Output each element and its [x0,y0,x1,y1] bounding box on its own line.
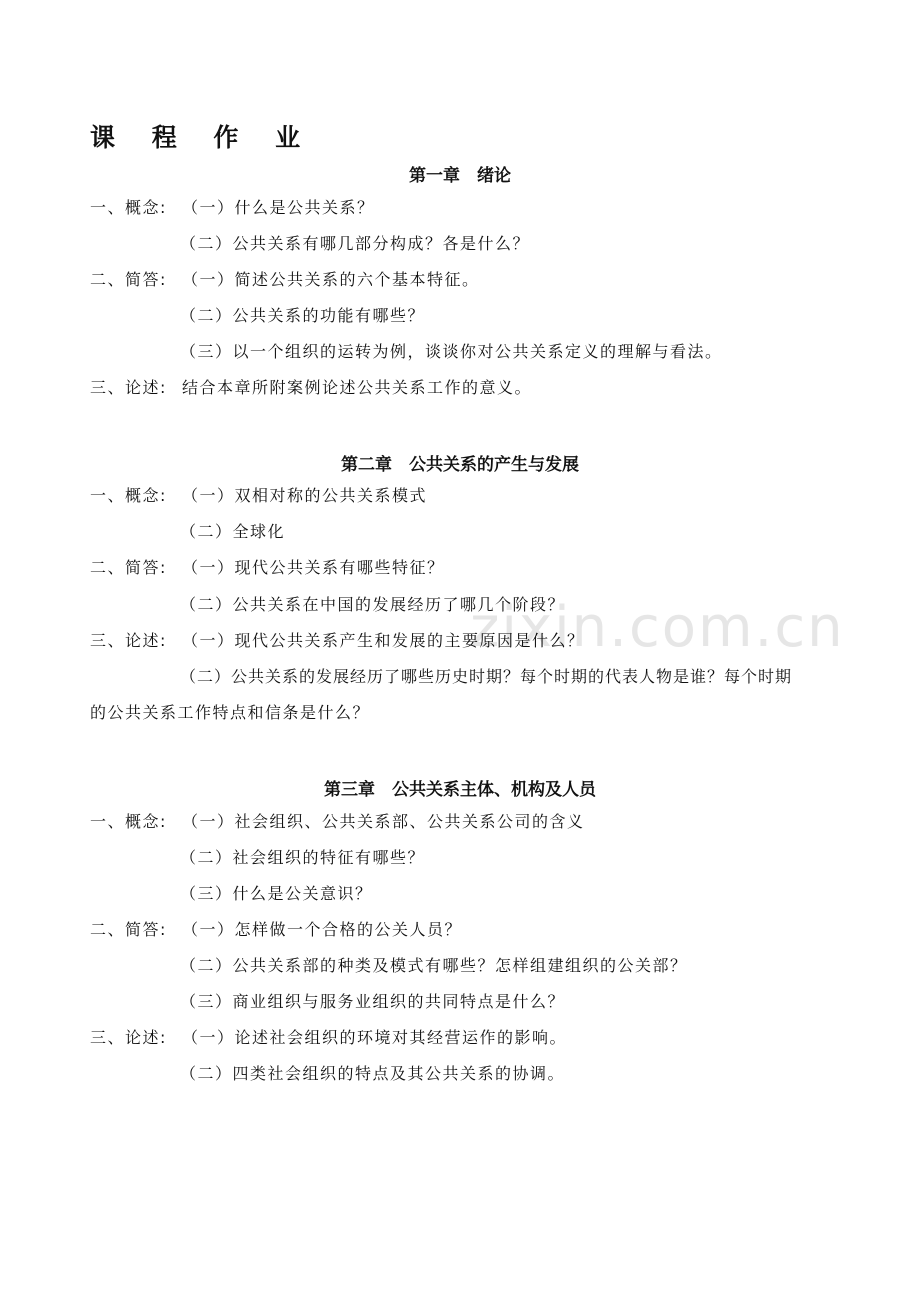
ch2-essay-2: （二）公共关系的发展经历了哪些历史时期？每个时期的代表人物是谁？每个时期 [180,667,793,686]
watermark: zixin.com.cn [470,595,845,660]
ch2-short-2: （二）公共关系在中国的发展经历了哪几个阶段？ [180,595,566,614]
ch1-short-lead: 二、简答: [90,270,167,289]
ch1-concept-2: （二）公共关系有哪几部分构成？各是什么？ [180,234,531,253]
ch3-essay-1: （一）论述社会组织的环境对其经营运作的影响。 [182,1028,568,1047]
ch2-concept-line-1 [90,485,427,507]
ch2-short-line-1 [90,557,445,579]
document-title: 课 程 作 业 [90,123,315,152]
ch3-concept-2: （二）社会组织的特征有哪些？ [180,848,426,867]
ch1-short-1: （一）简述公共关系的六个基本特征。 [182,270,480,289]
ch2-essay-line-1 [90,630,585,652]
ch3-short-3: （三）商业组织与服务业组织的共同特点是什么？ [180,992,566,1011]
chapter-3-title: 第三章 公共关系主体、机构及人员 [324,780,596,800]
ch1-short-3: （三）以一个组织的运转为例，谈谈你对公共关系定义的理解与看法。 [180,342,723,361]
ch1-short-line-1 [90,269,480,291]
ch3-essay-line-1 [90,1027,567,1049]
ch2-short-lead: 二、简答: [90,558,167,577]
chapter-2-title: 第二章 公共关系的产生与发展 [341,455,579,475]
ch1-concept-lead: 一、概念: [90,198,167,217]
ch2-short-1: （一）现代公共关系有哪些特征？ [182,558,445,577]
ch3-concept-1: （一）社会组织、公共关系部、公共关系公司的含义 [182,812,585,831]
ch1-essay-lead: 三、论述: [90,378,167,397]
ch2-concept-1: （一）双相对称的公共关系模式 [182,486,428,505]
ch3-short-lead: 二、简答: [90,920,167,939]
ch1-short-2: （二）公共关系的功能有哪些？ [180,306,426,325]
ch1-essay-line-1 [90,377,532,399]
ch2-concept-lead: 一、概念: [90,486,167,505]
ch3-concept-line-1 [90,811,585,833]
ch3-concept-lead: 一、概念: [90,812,167,831]
chapter-1-title: 第一章 绪论 [409,166,511,186]
ch2-essay-2-cont: 的公共关系工作特点和信条是什么？ [90,703,371,722]
ch1-concept-line-1 [90,197,375,219]
ch2-essay-lead: 三、论述: [90,631,167,650]
ch3-short-2: （二）公共关系部的种类及模式有哪些？怎样组建组织的公关部？ [180,956,688,975]
ch2-concept-2: （二）全球化 [180,522,286,541]
ch3-essay-lead: 三、论述: [90,1028,167,1047]
ch3-short-line-1 [90,919,462,941]
ch1-concept-1: （一）什么是公共关系？ [182,198,375,217]
ch3-concept-3: （三）什么是公关意识？ [180,884,373,903]
ch3-essay-2: （二）四类社会组织的特点及其公共关系的协调。 [180,1064,566,1083]
ch2-essay-1: （一）现代公共关系产生和发展的主要原因是什么？ [182,631,585,650]
ch3-short-1: （一）怎样做一个合格的公关人员？ [182,920,463,939]
ch1-essay-1: 结合本章所附案例论述公共关系工作的意义。 [182,378,533,397]
